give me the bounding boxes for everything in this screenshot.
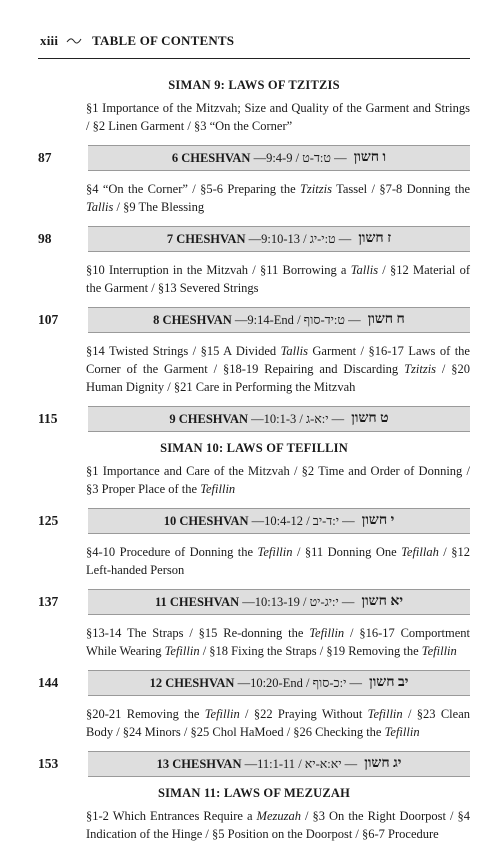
hebrew-day-label: ט חשון	[351, 411, 389, 426]
chapter-ref: 9:4-9	[266, 150, 293, 165]
page-number: 125	[38, 513, 59, 528]
section-list: §4 “On the Corner” / §5-6 Preparing the Tzitzis Tassel / §7-8 Donning the Tallis / §9 The Blessing	[86, 182, 470, 214]
chapter-ref: 10:13-19	[254, 594, 300, 609]
day-bar: 8 CHESHVAN — 9:14-End / ט:יד-סוף — ח חשון	[88, 307, 470, 333]
page-number: 98	[38, 231, 52, 246]
section-list: §1 Importance of the Mitzvah; Size and Quality of the Garment and Strings / §2 Linen Garment / §3 “On the Corner”	[86, 101, 470, 133]
siman-heading: SIMAN 10: LAWS OF TEFILLIN	[160, 441, 348, 455]
day-label: 11 CHESHVAN	[154, 594, 240, 609]
day-label: 8 CHESHVAN	[153, 312, 232, 327]
page-folio: xiii	[40, 33, 59, 48]
siman-heading: SIMAN 9: LAWS OF TZITZIS	[168, 78, 340, 92]
section-list: §1 Importance and Care of the Mitzvah / §2 Time and Order of Donning / §3 Proper Place of the Tefillin	[86, 464, 470, 496]
toc-entry[interactable]	[38, 226, 470, 252]
day-label: 10 CHESHVAN	[163, 513, 249, 528]
hebrew-day-label: ו חשון	[353, 150, 387, 165]
hebrew-ref: י:יג-יט	[309, 594, 339, 609]
page-number: 107	[38, 312, 59, 327]
section-list: §13-14 The Straps / §15 Re-donning the Tefillin / §16-17 Comportment While Wearing Tefillin / §18 Fixing the Straps / §19 Removing the Tefillin	[86, 626, 471, 658]
day-label: 13 CHESHVAN	[156, 756, 242, 771]
page-number: 153	[38, 756, 59, 771]
hebrew-ref: יא:א-יא	[304, 756, 342, 771]
chapter-ref: 10:20-End	[250, 675, 303, 690]
running-title: TABLE OF CONTENTS	[92, 33, 235, 48]
hebrew-ref: ט:ד-ט	[302, 150, 331, 165]
day-label: 7 CHESHVAN	[166, 231, 246, 246]
chapter-ref: 11:1-11	[257, 756, 296, 771]
toc-entry[interactable]	[38, 145, 470, 171]
day-label: 6 CHESHVAN	[171, 150, 251, 165]
ornament-icon	[66, 33, 82, 49]
section-list: §4-10 Procedure of Donning the Tefillin / §11 Donning One Tefillah / §12 Left-handed Person	[86, 545, 470, 577]
day-label: 9 CHESHVAN	[169, 411, 248, 426]
hebrew-day-label: ז חשון	[358, 231, 392, 246]
toc-entry[interactable]	[38, 670, 470, 696]
day-bar: 7 CHESHVAN — 9:10-13 / ט:י-יג — ז חשון	[88, 226, 470, 252]
siman-heading: SIMAN 11: LAWS OF MEZUZAH	[157, 786, 351, 800]
chapter-ref: 10:1-3	[263, 411, 297, 426]
day-bar: 10 CHESHVAN — 10:4-12 / י:ד-יב — י חשון	[88, 508, 470, 534]
chapter-ref: 9:14-End	[247, 312, 294, 327]
hebrew-ref: י:ד-יב	[312, 513, 340, 528]
section-list: §14 Twisted Strings / §15 A Divided Tallis Garment / §16-17 Laws of the Corner of the Garment / §18-19 Repairing and Discarding Tzitzis / §20 Human Dignity / §21 Care in Performing the Mitzvah	[86, 344, 470, 394]
day-bar: 6 CHESHVAN — 9:4-9 / ט:ד-ט — ו חשון	[88, 145, 470, 171]
day-bar: 11 CHESHVAN — 10:13-19 / י:יג-יט — יא חשון	[88, 589, 470, 615]
chapter-ref: 9:10-13	[261, 231, 300, 246]
hebrew-day-label: יב חשון	[369, 675, 409, 690]
toc-entry[interactable]	[38, 589, 470, 615]
toc-entry[interactable]	[38, 406, 470, 432]
chapter-ref: 10:4-12	[264, 513, 304, 528]
toc-body	[38, 74, 470, 843]
hebrew-ref: י:כ-סוף	[312, 675, 347, 690]
page-number: 87	[38, 150, 52, 165]
hebrew-day-label: יא חשון	[361, 594, 404, 609]
hebrew-ref: י:א-ג	[306, 411, 329, 426]
page-number: 115	[38, 411, 58, 426]
toc-entry[interactable]	[38, 508, 470, 534]
toc-entry[interactable]	[38, 307, 470, 333]
section-list: §10 Interruption in the Mitzvah / §11 Borrowing a Tallis / §12 Material of the Garment / §13 Severed Strings	[86, 263, 470, 295]
day-label: 12 CHESHVAN	[149, 675, 235, 690]
section-list: §1-2 Which Entrances Require a Mezuzah / §3 On the Right Doorpost / §4 Indication of the Hinge / §5 Position on the Doorpost / §6-7 Procedure	[86, 809, 470, 841]
hebrew-day-label: יג חשון	[364, 756, 402, 771]
running-head	[40, 30, 470, 52]
day-bar: 9 CHESHVAN — 10:1-3 / י:א-ג — ט חשון	[88, 406, 470, 432]
day-bar: 13 CHESHVAN — 11:1-11 / יא:א-יא — יג חשון	[88, 751, 470, 777]
section-list: §20-21 Removing the Tefillin / §22 Praying Without Tefillin / §23 Clean Body / §24 Minors / §25 Chol HaMoed / §26 Checking the Tefillin	[86, 707, 470, 739]
header-rule	[38, 58, 470, 59]
hebrew-day-label: ח חשון	[367, 312, 405, 327]
hebrew-ref: ט:י-יג	[309, 231, 336, 246]
day-bar: 12 CHESHVAN — 10:20-End / י:כ-סוף — יב חשון	[88, 670, 470, 696]
hebrew-day-label: י חשון	[361, 513, 395, 528]
toc-entry[interactable]	[38, 751, 470, 777]
hebrew-ref: ט:יד-סוף	[303, 312, 345, 327]
page-number: 137	[38, 594, 59, 609]
page-number: 144	[38, 675, 59, 690]
